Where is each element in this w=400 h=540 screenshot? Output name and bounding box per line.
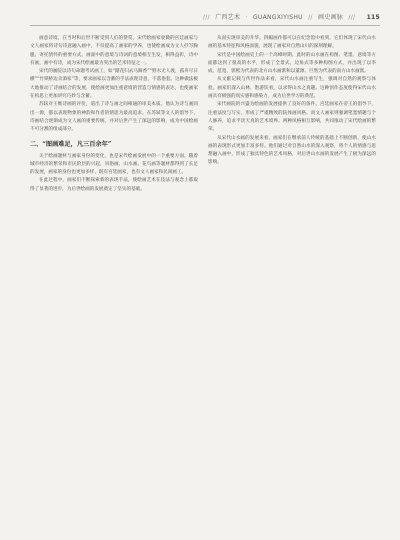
section-heading: 二、“图画难足，凡三百余年” (30, 140, 112, 148)
paragraph: 宋代画院的兴盛为绘画的发展提供了良好的条件。宫廷画家在帝王的倡导下，注重法度与写实，形成了严谨精致的院体画风格。而文人画家则强调笔墨情趣与个人修养，追求平淡天真的艺术境界。两种风格相互影响，共同推动了宋代绘画的繁荣。 (208, 102, 376, 133)
left-column (30, 35, 198, 530)
paragraph: 在此过程中，画家们不断探索新的表现手法，使绘画艺术在技法与观念上都取得了显著的进步，为后世绘画的发展奠定了坚实的基础。 (30, 178, 198, 192)
magazine-title: 广西艺术 (215, 14, 241, 21)
page-number: 115 (366, 14, 380, 21)
paragraph: 从文献记载与传世作品来看，宋代山水画注重写生，强调对自然的观察与体验。画家们深入山林，饱游饫看，以求得山水之真趣。这种创作态度使得宋代山水画具有极强的真实感和感染力，成为后世学习的典范。 (208, 77, 376, 100)
paragraph: 宋代的画院以诗句命题考试画工，如“踏花归去马蹄香”“野水无人渡，孤舟尽日横”“竹锁桥边卖酒家”等，要求画家以含蓄的手法表现诗意，不落俗套。这种做法极大地推动了诗画结合的发展，使绘画更加注重意境的营造与情感的表达，也使画家在构思上更加讲究巧妙与含蓄。 (30, 69, 198, 100)
header-rule (30, 25, 380, 26)
paragraph: 从宋代山水画的发展来看，画家们在继承前人传统的基础上不断创新，使山水画的表现形式更加丰富多样。他们通过对自然山水的深入观察，将个人的情感与思想融入画中，形成了独具特色的艺术风格，对后世山水画的发展产生了极为深远的影响。 (208, 135, 376, 166)
section-label: 画史画脉 (317, 14, 344, 21)
paragraph: 画意诗境，在当时和后世不断受到人们的赞赏。宋代绘画家衰微的宫廷画家与文人画家将诗句诗意融入画中，不仅提高了画家的学养，也使绘画成为文人抒写胸臆、寄托情怀的重要方式。画面中的意境与诗词的意境相互生发，相得益彰，诗中有画，画中有诗，成为宋代绘画最为突出的艺术特征之一。 (30, 36, 198, 66)
paragraph: 宋代是中国绘画史上的一个高峰时期。此时的山水画在构图、笔墨、意境等方面都达到了很高的水平，形成了全景式、边角式等多种构图方式，并出现了以李成、范宽、郭熙为代表的北方山水画派和以董源、巨然为代表的南方山水画派。 (208, 52, 376, 75)
paragraph: 从而实现审美的升华。四幅画作都可以在纪念馆中看到，它们体现了宋代山水画的基本特征和风格面貌，展现了画家对自然山川的深刻理解。 (208, 36, 376, 50)
right-column (208, 35, 376, 530)
magazine-subtitle: GUANGXIYISHU (252, 14, 303, 21)
paragraph: 关于绘画题材与画家身份的变化，也是宋代绘画发展中的一个重要方面。随着城市经济的繁荣和市民阶层的兴起，风俗画、山水画、花鸟画等题材都得到了长足的发展，画家的身份也更加多样，既有宫廷画家，也有文人画家和民间画工。 (30, 153, 198, 176)
paragraph: 苏轼对王维诗画的评价，道出了诗与画之间相通的审美本质。他认为诗与画同出一源，都以表现物象的神韵和作者的情思为最高追求。在苏轼等文人的倡导下，诗画结合逐渐成为文人画的重要传统，并对后世产生了深远的影响，成为中国绘画不可分割的组成部分。 (30, 102, 198, 133)
page-header: /// 广西艺术 · GUANGXIYISHU // 画史画脉 /// 115 (202, 14, 380, 21)
